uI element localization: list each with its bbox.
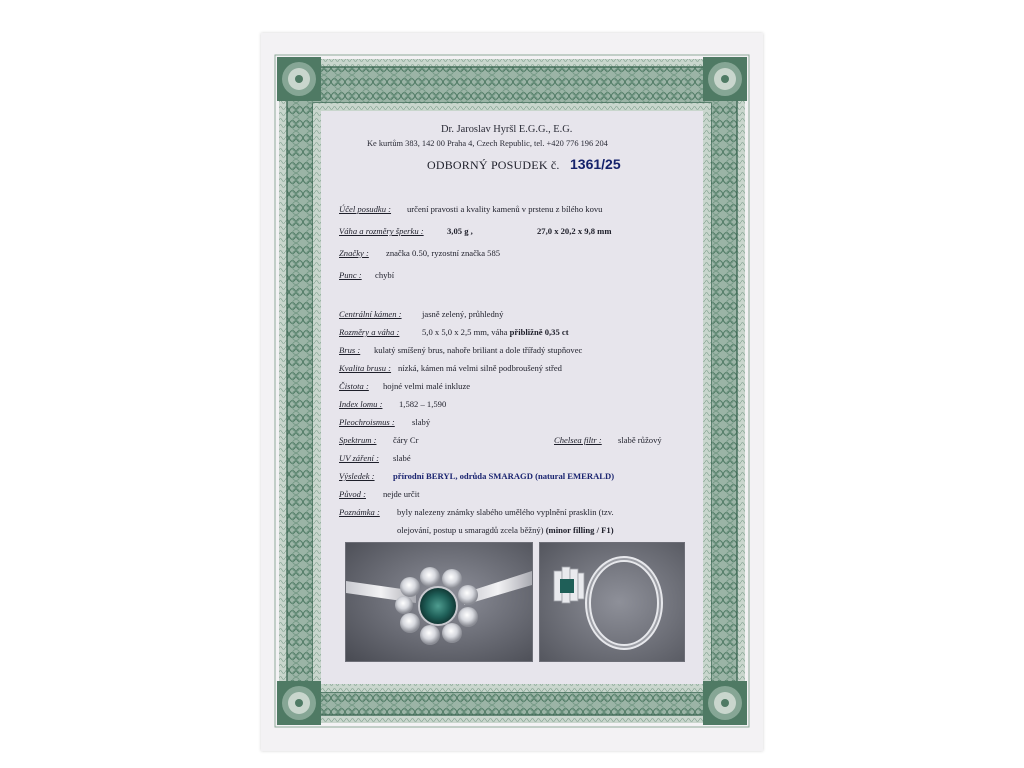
cut-value: kulatý smíšený brus, nahoře briliant a dole třířadý stupňovec (374, 345, 583, 355)
marks-value: značka 0.50, ryzostní značka 585 (386, 248, 501, 258)
hallmark-value: chybí (375, 270, 395, 280)
document-title: ODBORNÝ POSUDEK č. (427, 158, 560, 172)
marks-label: Značky : (339, 248, 369, 258)
chelsea-filter-value: slabě růžový (618, 435, 662, 445)
weight-value: 3,05 g , (447, 226, 473, 236)
note-label: Poznámka : (339, 507, 380, 517)
result-label: Výsledek : (339, 471, 375, 481)
corner-rosette-icon (703, 57, 747, 101)
size-value-line (422, 328, 569, 337)
refractive-index-label: Index lomu : (339, 399, 383, 409)
certificate-sheet (261, 33, 763, 751)
note-line-2 (397, 526, 614, 535)
center-stone-value: jasně zelený, průhledný (422, 309, 504, 319)
note-line-1: byly nalezeny známky slabého umělého vyplnění prasklin (tzv. (397, 507, 614, 517)
purpose-label: Účel posudku : (339, 204, 392, 214)
spectrum-label: Spektrum : (339, 435, 377, 445)
origin-label: Původ : (339, 489, 366, 499)
hallmark-label: Punc : (339, 270, 362, 280)
dimensions-value: 27,0 x 20,2 x 9,8 mm (537, 226, 612, 236)
chelsea-filter-label: Chelsea filtr : (554, 435, 602, 445)
clarity-value: hojné velmi malé inkluze (383, 381, 471, 391)
ring-photo-side (539, 542, 685, 662)
expert-name: Dr. Jaroslav Hyršl E.G.G., E.G. (441, 124, 573, 135)
ring-photo-top (345, 542, 533, 662)
pleochroism-value: slabý (412, 417, 431, 427)
note-line-2-text: olejování, postup u smaragdů zcela běžný) (397, 525, 544, 535)
certificate-number: 1361/25 (570, 156, 621, 172)
cut-quality-value: nízká, kámen má velmi silně podbroušený střed (398, 363, 562, 373)
expert-address: Ke kurtům 383, 142 00 Praha 4, Czech Republic, tel. +420 776 196 204 (367, 139, 608, 148)
note-line-2-bold: (minor filling / F1) (545, 525, 614, 535)
uv-label: UV záření : (339, 453, 379, 463)
weight-label: Váha a rozměry šperku : (339, 226, 424, 236)
size-label: Rozměry a váha : (339, 327, 400, 337)
center-stone-label: Centrální kámen : (339, 309, 402, 319)
cut-quality-label: Kvalita brusu : (339, 363, 392, 373)
cut-label: Brus : (339, 345, 361, 355)
corner-rosette-icon (703, 681, 747, 725)
purpose-value: určení pravosti a kvality kamenů v prstenu z bílého kovu (407, 204, 603, 214)
origin-value: nejde určit (383, 489, 420, 499)
size-value: 5,0 x 5,0 x 2,5 mm, váha (422, 327, 508, 337)
pleochroism-label: Pleochroismus : (339, 417, 395, 427)
corner-rosette-icon (277, 681, 321, 725)
refractive-index-value: 1,582 – 1,590 (399, 399, 447, 409)
spectrum-value: čáry Cr (393, 435, 419, 445)
result-value: přírodní BERYL, odrůda SMARAGD (natural EMERALD) (393, 471, 615, 481)
uv-value: slabé (393, 453, 411, 463)
corner-rosette-icon (277, 57, 321, 101)
size-value-approx: přibližně 0,35 ct (509, 327, 569, 337)
clarity-label: Čistota : (339, 381, 369, 391)
